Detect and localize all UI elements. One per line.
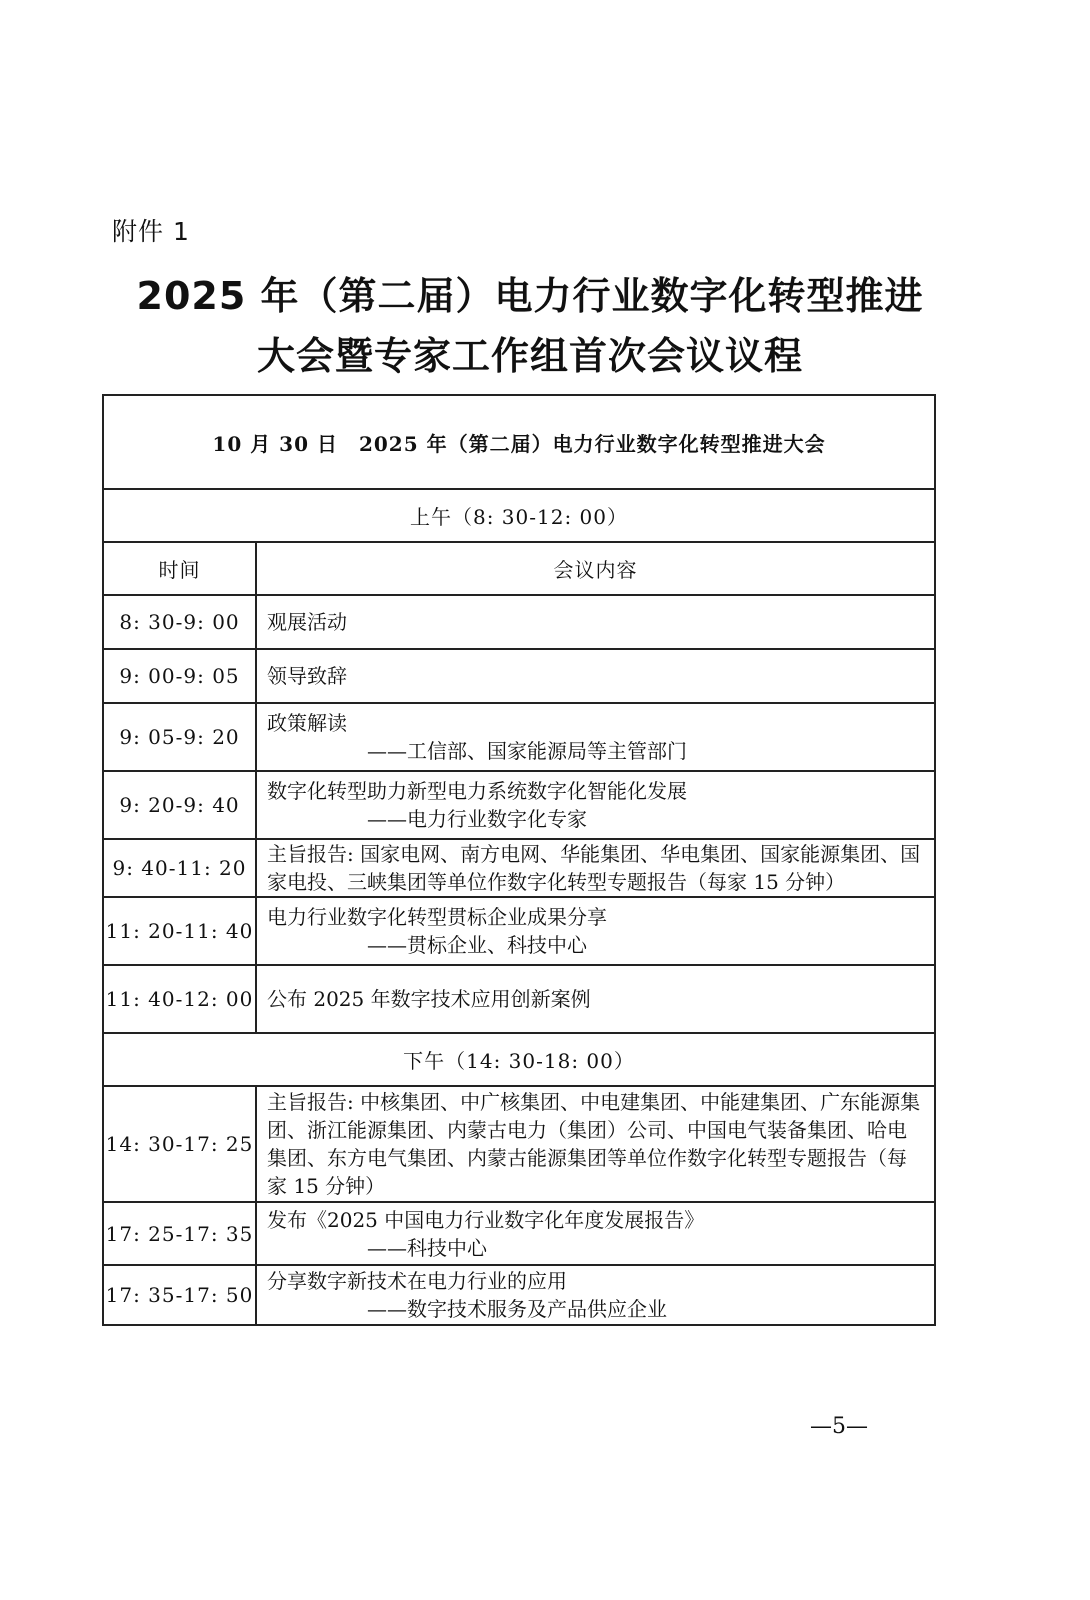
column-header-time: 时间 — [103, 542, 256, 595]
column-header-content: 会议内容 — [256, 542, 935, 595]
agenda-item-text: 公布 2025 年数字技术应用创新案例 — [267, 987, 591, 1011]
agenda-row — [103, 839, 935, 897]
agenda-content — [256, 649, 935, 703]
agenda-time: 9: 40-11: 20 — [103, 839, 256, 897]
agenda-time: 11: 20-11: 40 — [103, 897, 256, 965]
agenda-item-text: 政策解读 — [267, 711, 347, 735]
agenda-content — [256, 965, 935, 1033]
agenda-row — [103, 1265, 935, 1325]
agenda-content — [256, 595, 935, 649]
morning-header: 上午（8: 30-12: 00） — [103, 489, 935, 542]
agenda-row — [103, 703, 935, 771]
agenda-row — [103, 1202, 935, 1265]
agenda-item-presenter: ——贯标企业、科技中心 — [367, 933, 587, 957]
afternoon-header-row — [103, 1033, 935, 1086]
document-title-line-2: 大会暨专家工作组首次会议议程 — [256, 334, 803, 378]
agenda-row — [103, 897, 935, 965]
agenda-row — [103, 1086, 935, 1202]
agenda-item-text: 主旨报告: 国家电网、南方电网、华能集团、华电集团、国家能源集团、国家电投、三峡集团等单位作数字化转型专题报告（每家 15 分钟） — [267, 842, 921, 894]
agenda-item-text: 主旨报告: 中核集团、中广核集团、中电建集团、中能建集团、广东能源集团、浙江能源集团、内蒙古电力（集团）公司、中国电气装备集团、哈电集团、东方电气集团、内蒙古能源集团等单位作数字化转型专题报告（每家 15 分钟） — [267, 1090, 921, 1198]
morning-header-row — [103, 489, 935, 542]
agenda-item-presenter: ——科技中心 — [367, 1235, 487, 1260]
day-header: 10 月 30 日 2025 年（第二届）电力行业数字化转型推进大会 — [103, 395, 935, 489]
agenda-time: 9: 00-9: 05 — [103, 649, 256, 703]
agenda-time: 9: 05-9: 20 — [103, 703, 256, 771]
agenda-time: 17: 25-17: 35 — [103, 1202, 256, 1265]
agenda-table — [102, 394, 936, 1326]
agenda-row — [103, 649, 935, 703]
agenda-time: 17: 35-17: 50 — [103, 1265, 256, 1325]
agenda-time: 9: 20-9: 40 — [103, 771, 256, 839]
day-header-row — [103, 395, 935, 489]
page-number: —5— — [810, 1414, 868, 1439]
agenda-content — [256, 771, 935, 839]
agenda-item-text: 电力行业数字化转型贯标企业成果分享 — [267, 905, 607, 929]
afternoon-header: 下午（14: 30-18: 00） — [103, 1033, 935, 1086]
agenda-content — [256, 1086, 935, 1202]
agenda-content — [256, 703, 935, 771]
agenda-row — [103, 965, 935, 1033]
agenda-time: 14: 30-17: 25 — [103, 1086, 256, 1202]
agenda-item-text: 数字化转型助力新型电力系统数字化智能化发展 — [267, 779, 687, 803]
agenda-content — [256, 897, 935, 965]
agenda-item-text: 分享数字新技术在电力行业的应用 — [267, 1269, 567, 1293]
agenda-item-text: 观展活动 — [267, 610, 347, 634]
agenda-row — [103, 595, 935, 649]
agenda-item-presenter: ——电力行业数字化专家 — [367, 807, 587, 831]
agenda-item-presenter: ——数字技术服务及产品供应企业 — [367, 1297, 667, 1321]
agenda-time: 8: 30-9: 00 — [103, 595, 256, 649]
document-title-line-1: 2025 年（第二届）电力行业数字化转型推进 — [136, 274, 924, 318]
attachment-label: 附件 1 — [112, 217, 190, 246]
agenda-item-text: 领导致辞 — [267, 664, 347, 688]
agenda-item-text: 发布《2025 中国电力行业数字化年度发展报告》 — [267, 1207, 705, 1232]
agenda-content — [256, 1202, 935, 1265]
agenda-content — [256, 839, 935, 897]
agenda-content — [256, 1265, 935, 1325]
agenda-item-presenter: ——工信部、国家能源局等主管部门 — [367, 739, 687, 763]
column-header-row — [103, 542, 935, 595]
agenda-row — [103, 771, 935, 839]
agenda-time: 11: 40-12: 00 — [103, 965, 256, 1033]
